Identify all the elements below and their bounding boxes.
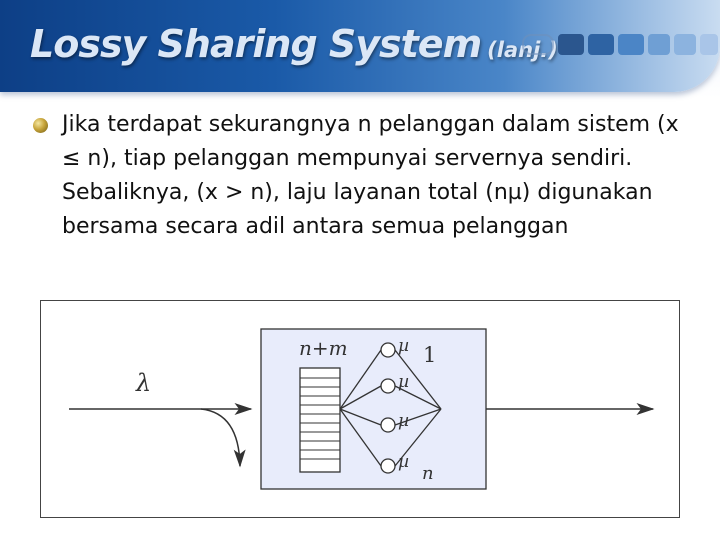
arrival-rate-label: λ xyxy=(136,369,152,397)
queue-diagram xyxy=(40,300,680,518)
deco-block xyxy=(674,34,696,55)
bullet-text: Jika terdapat sekurangnya n pelanggan dalam sistem (x ≤ n), tiap pelanggan mempunyai servernya sendiri. Sebaliknya, (x > n), laju layanan total (nµ) digunakan bersama secara adil antara semua pelanggan xyxy=(62,112,679,239)
title-main: Lossy Sharing System xyxy=(30,22,482,66)
buffer xyxy=(300,368,340,472)
lost-arrow xyxy=(201,409,240,466)
deco-block xyxy=(618,34,644,55)
capacity-label: n+m xyxy=(299,336,348,360)
server-rate-3: µ xyxy=(398,411,410,431)
deco-pill-outline xyxy=(522,34,554,55)
queue-diagram-svg xyxy=(41,301,681,519)
title-suffix: (lanj.) xyxy=(487,38,558,62)
last-server-label: n xyxy=(422,463,434,484)
server-1 xyxy=(381,343,395,357)
header-decoration xyxy=(522,34,718,55)
slide-header xyxy=(0,0,720,98)
deco-block xyxy=(558,34,584,55)
system-box xyxy=(261,329,486,489)
first-server-label: 1 xyxy=(423,343,437,367)
server-n xyxy=(381,459,395,473)
bullet-icon xyxy=(33,118,48,133)
server-2 xyxy=(381,379,395,393)
deco-block xyxy=(588,34,614,55)
deco-block xyxy=(700,34,718,55)
server-rate-n: µ xyxy=(398,452,410,472)
deco-block xyxy=(648,34,670,55)
server-rate-2: µ xyxy=(398,372,410,392)
server-3 xyxy=(381,418,395,432)
server-rate-1: µ xyxy=(398,336,410,356)
slide-title xyxy=(30,22,558,66)
